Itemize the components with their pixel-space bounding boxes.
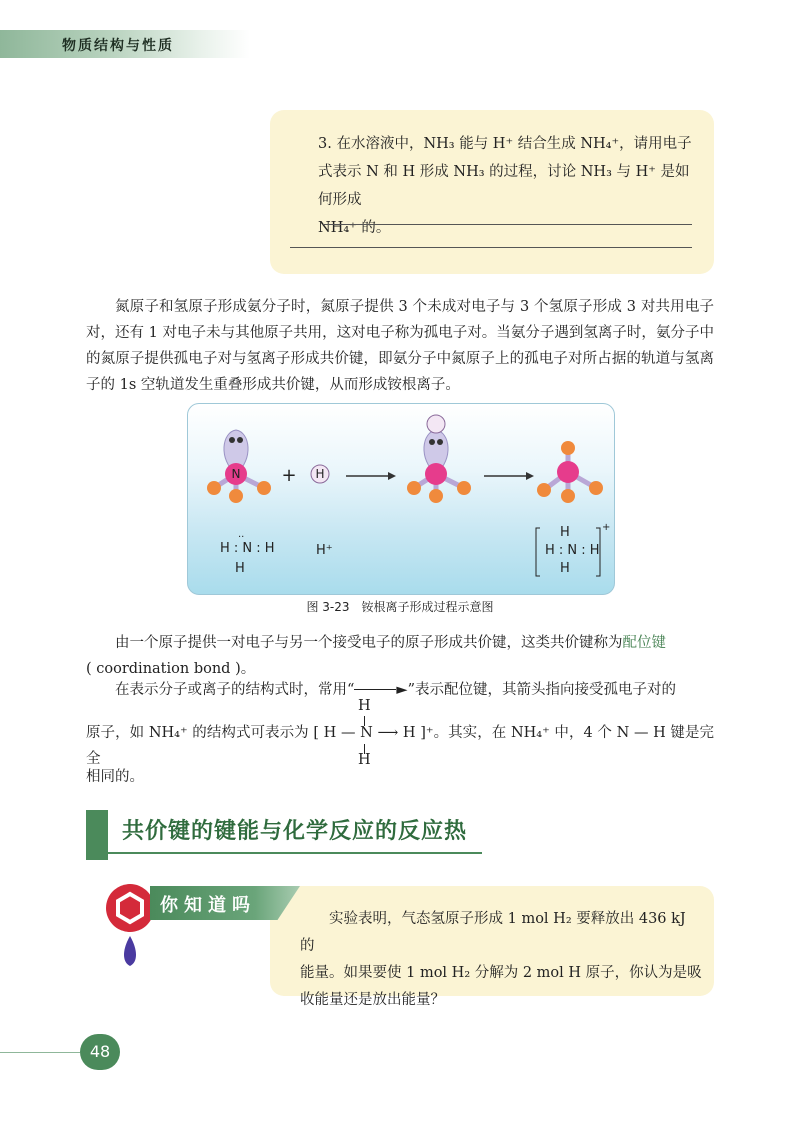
page-rule [0,1052,80,1053]
figure-ammonium [187,403,615,595]
paragraph-structural-formula-line-2: 原子，如 NH₄⁺ 的结构式可表示为 [ H — N ⟶ H ]⁺。其实，在 NH₄⁺ 中，4 个 N — H 键是完全 [86,725,715,767]
intermediate-model [407,415,471,503]
svg-text:H: H [235,561,245,576]
paragraph-structural-formula-line-3: 相同的。 [86,769,144,785]
question-text [318,130,696,242]
svg-text:··: ·· [238,532,245,543]
did-you-know-line-2: 能量。如果要使 1 mol H₂ 分解为 2 mol H 原子，你认为是吸 [300,965,702,981]
page-number: 48 [80,1034,120,1070]
answer-line-2 [290,247,692,248]
coordination-text: 由一个原子提供一对电子与另一个接受电子的原子形成共价键，这类共价键称为 [115,635,623,651]
n-label: N [231,467,241,481]
plus-sign: + [281,465,297,486]
paragraph-ammonium-formation: 氮原子和氢原子形成氨分子时，氮原子提供 3 个未成对电子与 3 个氢原子形成 3 对共用电子对，还有 1 对电子未与其他原子共用，这对电子称为孤电子对。当氨分子遇到氢离子时，氨分子中的氮原子提供孤电子对与氢离子形成共价键，即氨分子中氮原子上的孤电子对所占据的轨道与氢离子的 1s 空轨道发生重叠形成共价键，从而形成铵根离子。 [86,299,714,393]
svg-text:H : N : H: H : N : H [220,541,275,556]
did-you-know-line-1: 实验表明，气态氢原子形成 1 mol H₂ 要释放出 436 kJ 的 [300,911,686,954]
nh4-model [537,441,603,503]
question-line-1: 3. 在水溶液中，NH₃ 能与 H⁺ 结合生成 NH₄⁺，请用电子 [318,136,692,152]
did-you-know-label: 你知道吗 [160,895,256,916]
question-line-2: 式表示 N 和 H 形成 NH₃ 的过程，讨论 NH₃ 与 H⁺ 是如何形成 [318,164,690,208]
h-label: H [315,467,325,481]
lewis-nh3 [220,532,275,576]
svg-text:H : N : H: H : N : H [545,543,600,558]
nh4-structural-formula: [ H — N ⟶ H ]⁺ [313,725,434,741]
section-title: 共价键的键能与化学反应的反应热 [122,819,468,844]
arrow-symbol [354,689,396,690]
nh3-model [207,430,271,503]
running-header: 物质结构与性质 [62,38,174,54]
paragraph-structural-formula-line-1: 在表示分子或离子的结构式时，常用“ ►”表示配位键，其箭头指向接受孤电子对的 [115,682,676,698]
did-you-know-line-3: 收能量还是放出能量？ [300,992,445,1008]
svg-text:+: + [602,522,611,533]
svg-text:H: H [560,525,570,540]
ammonium-diagram [188,404,614,594]
coordination-term: 配位键 [622,635,666,651]
coordination-english: ( coordination bond )。 [86,661,256,677]
formula-h-bottom: H [358,752,371,768]
figure-caption: 图 3-23 铵根离子形成过程示意图 [306,600,494,614]
svg-text:H: H [560,561,570,576]
paragraph-coordination-bond [86,630,714,682]
lewis-h-ion: H⁺ [316,543,333,558]
formula-h-top: H [358,698,371,714]
did-you-know-text [300,906,702,1014]
lewis-nh4 [536,522,610,576]
h-ion-model [311,465,329,483]
answer-line-1 [322,224,692,225]
section-underline [86,852,482,854]
question-line-3: NH₄⁺ 的。 [318,220,391,236]
